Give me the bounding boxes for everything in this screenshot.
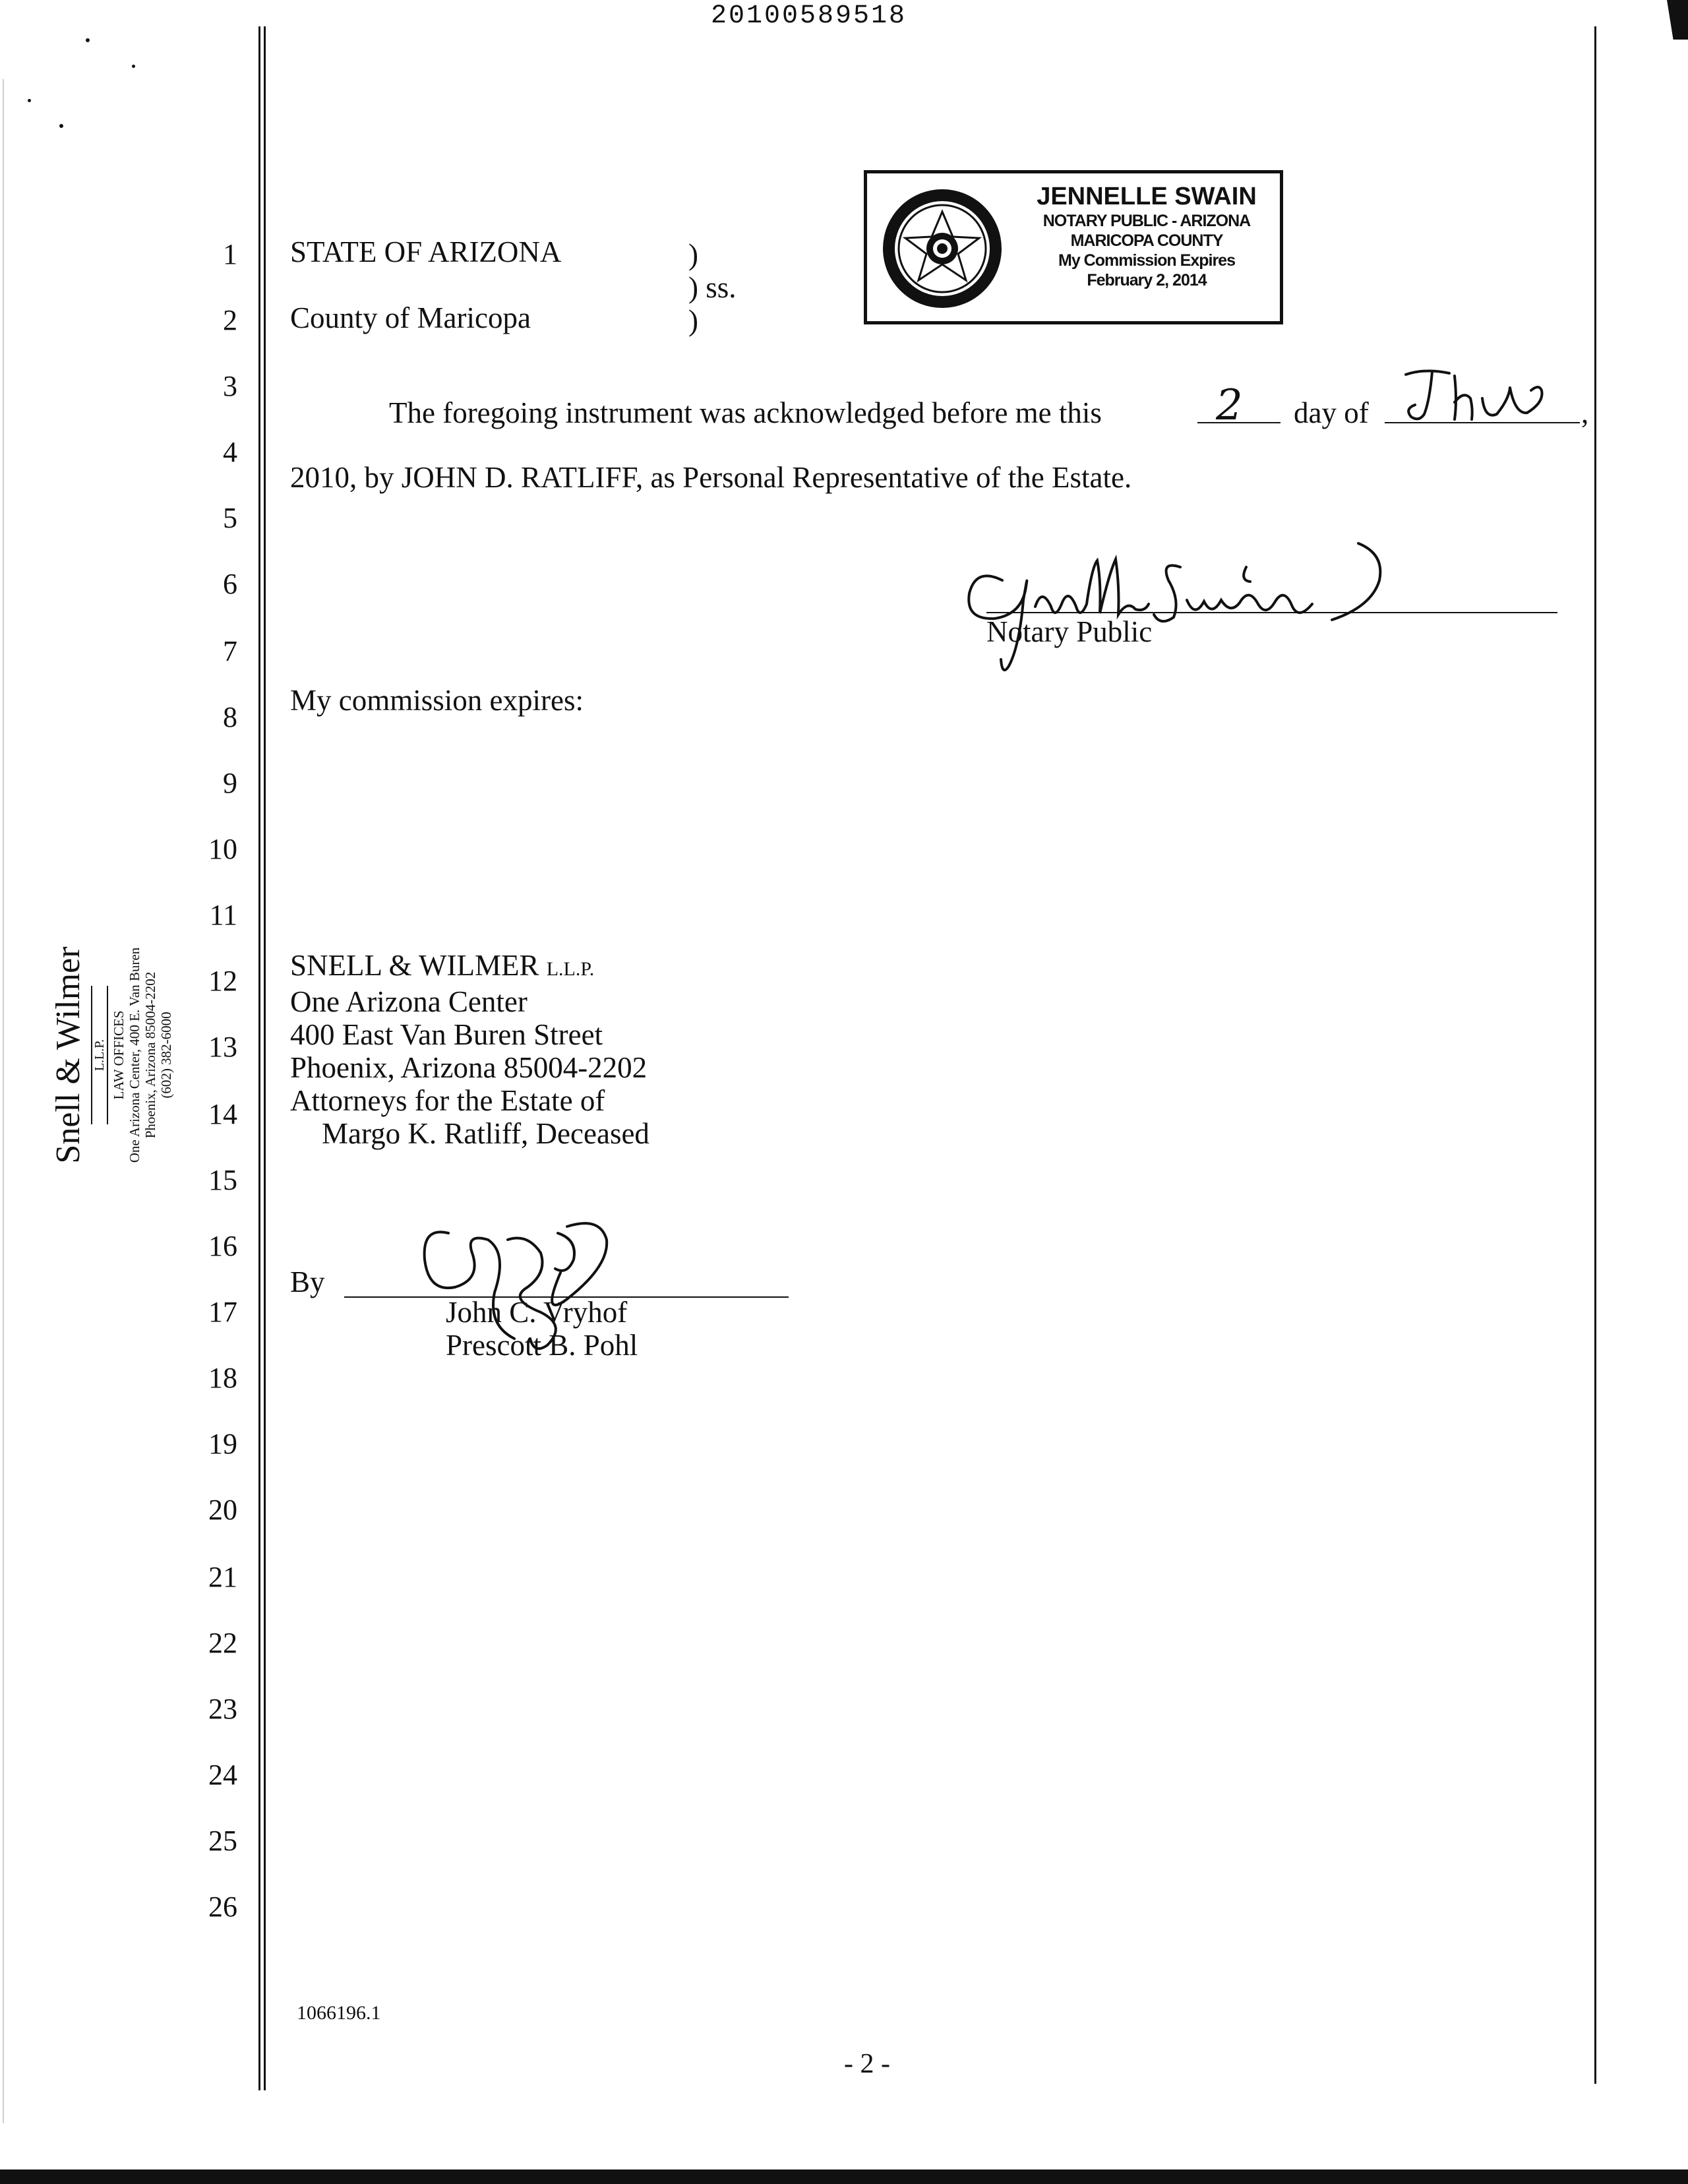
firm-address-line: One Arizona Center [290, 985, 528, 1018]
commission-expires-label: My commission expires: [290, 684, 584, 717]
line-number: 25 [208, 1825, 237, 1857]
line-number: 2 [223, 304, 237, 336]
left-rule-inner [264, 26, 266, 2090]
line-number: 5 [223, 502, 237, 534]
stamp-commission: My Commission Expires [1058, 251, 1235, 270]
line-number: 24 [208, 1759, 237, 1791]
side-law-offices: LAW OFFICES [111, 1010, 127, 1100]
scan-speck [28, 99, 31, 102]
firm-suffix: L.L.P. [546, 958, 595, 980]
ack-day-of: day of [1294, 396, 1369, 429]
line-number: 14 [208, 1098, 237, 1130]
firm-name: SNELL & WILMER [290, 949, 539, 982]
line-number: 17 [208, 1296, 237, 1328]
scan-edge-left [3, 79, 4, 2123]
line-number: 7 [223, 635, 237, 667]
scan-speck [86, 38, 90, 42]
line-number: 10 [208, 833, 237, 865]
line-number: 8 [223, 701, 237, 733]
page-number: - 2 - [844, 2049, 890, 2079]
signer-2: Prescott B. Pohl [446, 1329, 638, 1362]
venue-paren-2: ) [688, 304, 698, 337]
line-number: 3 [223, 370, 237, 402]
venue-ss: ) ss. [688, 271, 737, 304]
firm-address-line: Attorneys for the Estate of [290, 1084, 605, 1117]
side-phone: (602) 382-6000 [158, 1012, 174, 1099]
scan-corner [1667, 0, 1688, 40]
state-seal-icon [879, 185, 1006, 312]
venue-county: County of Maricopa [290, 301, 531, 334]
stamp-notary-name: JENNELLE SWAIN [1037, 183, 1257, 210]
line-number: 15 [208, 1164, 237, 1196]
line-number: 21 [208, 1561, 237, 1593]
line-number: 9 [223, 767, 237, 799]
notary-public-label: Notary Public [986, 615, 1153, 648]
line-number: 18 [208, 1362, 237, 1394]
side-address-1: One Arizona Center, 400 E. Van Buren [127, 947, 142, 1163]
month-handwriting-icon [1386, 361, 1571, 427]
firm-address-line: Margo K. Ratliff, Deceased [322, 1117, 649, 1150]
scan-bottom-edge [0, 2169, 1688, 2184]
line-number: 1 [223, 238, 237, 270]
line-number: 16 [208, 1230, 237, 1262]
footer-document-id: 1066196.1 [297, 2002, 381, 2024]
firm-address-line: 400 East Van Buren Street [290, 1018, 603, 1051]
notary-signature-icon [963, 541, 1477, 679]
venue-paren-1: ) [688, 238, 698, 271]
ack-sentence: The foregoing instrument was acknowledged before me this [389, 396, 1102, 429]
stamp-county: MARICOPA COUNTY [1070, 231, 1223, 250]
right-rule [1594, 26, 1596, 2084]
day-handwritten: 2 [1216, 381, 1243, 430]
line-number: 13 [208, 1031, 237, 1063]
notary-stamp [864, 170, 1283, 324]
line-number: 4 [223, 436, 237, 468]
ack-line-2: 2010, by JOHN D. RATLIFF, as Personal Representative of the Estate. [290, 461, 1132, 494]
line-number: 23 [208, 1693, 237, 1725]
signer-1: John C. Vryhof [446, 1296, 628, 1329]
scan-speck [132, 65, 135, 68]
scan-speck [59, 124, 63, 128]
line-number: 26 [208, 1891, 237, 1923]
line-number: 6 [223, 568, 237, 600]
line-number: 20 [208, 1494, 237, 1526]
side-rule [107, 986, 108, 1124]
ack-comma: , [1581, 396, 1589, 429]
line-number: 11 [209, 899, 237, 931]
by-label: By [290, 1265, 325, 1298]
firm-block [290, 950, 649, 1150]
document-number: 20100589518 [711, 1, 907, 31]
side-firm-block [40, 824, 185, 1286]
venue-state: STATE OF ARIZONA [290, 235, 562, 268]
side-address-2: Phoenix, Arizona 85004-2202 [142, 971, 158, 1139]
stamp-date: February 2, 2014 [1087, 271, 1207, 289]
side-firm-llp: L.L.P. [92, 1039, 107, 1072]
line-number: 19 [208, 1428, 237, 1460]
stamp-title: NOTARY PUBLIC - ARIZONA [1042, 212, 1251, 230]
line-number: 12 [208, 965, 237, 997]
firm-address-line: Phoenix, Arizona 85004-2202 [290, 1051, 648, 1084]
line-number: 22 [208, 1627, 237, 1659]
month-handwritten [1386, 361, 1571, 427]
side-firm-name: Snell & Wilmer [49, 946, 87, 1164]
left-rule-outer [258, 26, 260, 2090]
